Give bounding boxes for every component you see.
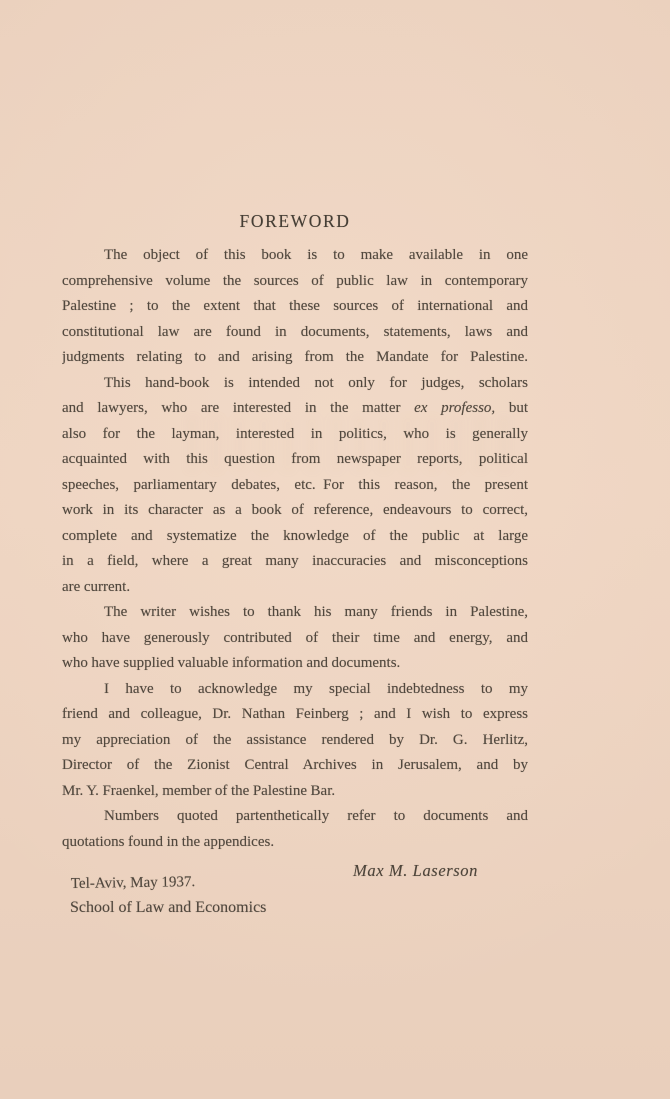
text-line: and lawyers, who are interested in the matter ex professo, but: [62, 400, 528, 416]
text-line: my appreciation of the assistance rendered by Dr. G. Herlitz,: [62, 731, 528, 748]
text-line: work in its character as a book of reference, endeavours to correct,: [62, 502, 528, 518]
text-line: quotations found in the appendices.: [62, 833, 275, 850]
text-line: I have to acknowledge my special indebtedness to my: [104, 680, 528, 697]
text-line: in a field, where a great many inaccuracies and misconceptions: [62, 553, 528, 569]
foreword-title: FOREWORD: [239, 211, 351, 231]
text-line: also for the layman, interested in politics, who is generally: [62, 425, 528, 442]
text-line: complete and systematize the knowledge of the public at large: [62, 527, 528, 544]
text-line: The object of this book is to make available in one: [104, 247, 528, 263]
dateline-location-date: Tel-Aviv, May 1937.: [70, 874, 196, 893]
text-line: Director of the Zionist Central Archives in Jerusalem, and by: [62, 757, 528, 773]
text-line: Palestine ; to the extent that these sources of international and: [62, 298, 528, 314]
text-line: who have supplied valuable information and documents.: [62, 655, 401, 671]
text-line: friend and colleague, Dr. Nathan Feinberg ; and I wish to express: [62, 706, 528, 722]
text-line: Numbers quoted partenthetically refer to documents and: [104, 808, 528, 824]
text-line: who have generously contributed of their time and energy, and: [62, 629, 528, 646]
text-line: judgments relating to and arising from the Mandate for Palestine.: [62, 349, 528, 365]
foreword-body: [62, 243, 528, 855]
text-line: acquainted with this question from newspaper reports, political: [62, 451, 528, 467]
text-line: This hand-book is intended not only for judges, scholars: [104, 374, 528, 391]
signature-name: Max M. Laserson: [353, 861, 478, 880]
text-line: The writer wishes to thank his many friends in Palestine,: [104, 604, 528, 620]
text-line: Mr. Y. Fraenkel, member of the Palestine Bar.: [62, 782, 336, 799]
text-line: speeches, parliamentary debates, etc. For this reason, the present: [62, 476, 528, 493]
text-line: constitutional law are found in documents, statements, laws and: [62, 323, 528, 340]
affiliation-line: School of Law and Economics: [70, 899, 267, 916]
text-line: comprehensive volume the sources of public law in contemporary: [62, 272, 528, 289]
text-line: are current.: [62, 578, 131, 595]
